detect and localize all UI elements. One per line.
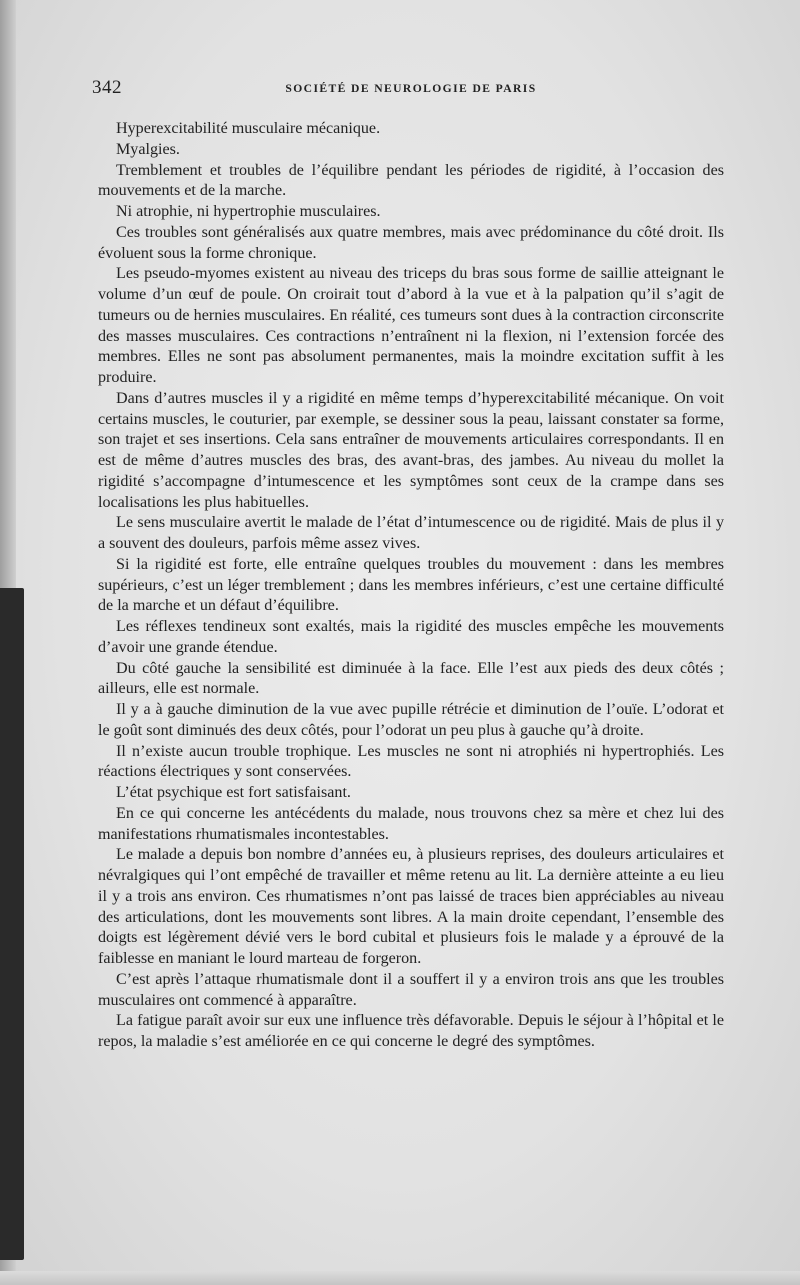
paragraph: Tremblement et troubles de l’équilibre pendant les périodes de rigidité, à l’occasion des mouvements et de la marche. xyxy=(98,161,724,200)
paragraph: La fatigue paraît avoir sur eux une influence très défavorable. Depuis le séjour à l’hôpital et le repos, la maladie s’est améliorée en ce qui concerne le degré des symptômes. xyxy=(98,1012,724,1050)
paragraph: Il y a à gauche diminution de la vue avec pupille rétrécie et diminution de l’ouïe. L’odorat et le goût sont diminués des deux côtés, pour l’odorat un peu plus à gauche qu’à droite. xyxy=(98,701,724,739)
binding-strip xyxy=(0,588,24,1260)
paragraph: Le sens musculaire avertit le malade de l’état d’intumescence ou de rigidité. Mais de plus il y a souvent des douleurs, parfois même assez vives. xyxy=(98,514,724,552)
body-text xyxy=(98,119,724,1053)
paragraph: Ces troubles sont généralisés aux quatre membres, mais avec prédominance du côté droit. Ils évoluent sous la forme chronique. xyxy=(98,223,724,262)
paragraph: Les réflexes tendineux sont exaltés, mais la rigidité des muscles empêche les mouvements d’avoir une grande étendue. xyxy=(98,618,724,656)
paragraph: Si la rigidité est forte, elle entraîne quelques troubles du mouvement : dans les membres supérieurs, c’est un léger tremblement ; dans les membres inférieurs, c’est une certaine difficulté de la marche et un défaut d’équilibre. xyxy=(98,555,724,615)
paragraph: Myalgies. xyxy=(116,140,180,158)
page-content xyxy=(92,75,724,1053)
paragraph: L’état psychique est fort satisfaisant. xyxy=(116,784,351,801)
paragraph: Ni atrophie, ni hypertrophie musculaires. xyxy=(116,203,381,220)
paragraph: Du côté gauche la sensibilité est diminuée à la face. Elle l’est aux pieds des deux côtés ; ailleurs, elle est normale. xyxy=(98,659,724,698)
paragraph: Les pseudo-myomes existent au niveau des triceps du bras sous forme de saillie atteignant le volume d’un œuf de poule. On croirait tout d’abord à la vue et à la palpation qu’il s’agit de tumeurs ou de hernies musculaires. En réalité, ces tumeurs sont dues à la contraction circonscrite des masses musculaires. Ces contractions n’entraînent ni la flexion, ni l’extension forcée des membres. Elles ne sont pas absolument permanentes, mais la moindre excitation suffit à les produire. xyxy=(98,265,724,386)
paragraph: Il n’existe aucun trouble trophique. Les muscles ne sont ni atrophiés ni hypertrophiés. Les réactions électriques y sont conservées. xyxy=(98,742,724,781)
running-head xyxy=(92,75,724,103)
paragraph: Hyperexcitabilité musculaire mécanique. xyxy=(116,120,381,137)
paragraph: C’est après l’attaque rhumatismale dont il a souffert il y a environ trois ans que les troubles musculaires ont commencé à apparaître. xyxy=(98,970,724,1009)
running-title: SOCIÉTÉ DE NEUROLOGIE DE PARIS xyxy=(285,82,537,95)
paragraph: Dans d’autres muscles il y a rigidité en même temps d’hyperexcitabilité mécanique. On voit certains muscles, le couturier, par exemple, se dessiner sous la peau, laissant constater sa forme, son trajet et ses insertions. Cela sans entraîner de mouvements articulaires correspondants. Il en est de même d’autres muscles des bras, des avant-bras, des jambes. Au niveau du mollet la rigidité s’accompagne d’intumescence et les symptômes sont ceux de la crampe dans ses localisations les plus habituelles. xyxy=(98,389,724,511)
paragraph: En ce qui concerne les antécédents du malade, nous trouvons chez sa mère et chez lui des manifestations rhumatismales incontestables. xyxy=(98,804,724,843)
page-bottom-edge xyxy=(0,1271,800,1285)
page-number: 342 xyxy=(92,77,122,98)
paragraph: Le malade a depuis bon nombre d’années eu, à plusieurs reprises, des douleurs articulaires et névralgiques qui l’ont empêché de travailler et même retenu au lit. La dernière atteinte a eu lieu il y a trois ans environ. Ces rhumatismes n’ont pas laissé de traces bien appréciables au niveau des articulations, dont les mouvements sont libres. A la main droite cependant, l’ensemble des doigts est légèrement dévié vers le bord cubital et plusieurs fois le malade y a éprouvé de la faiblesse en maniant le lourd marteau de forgeron. xyxy=(98,846,724,967)
